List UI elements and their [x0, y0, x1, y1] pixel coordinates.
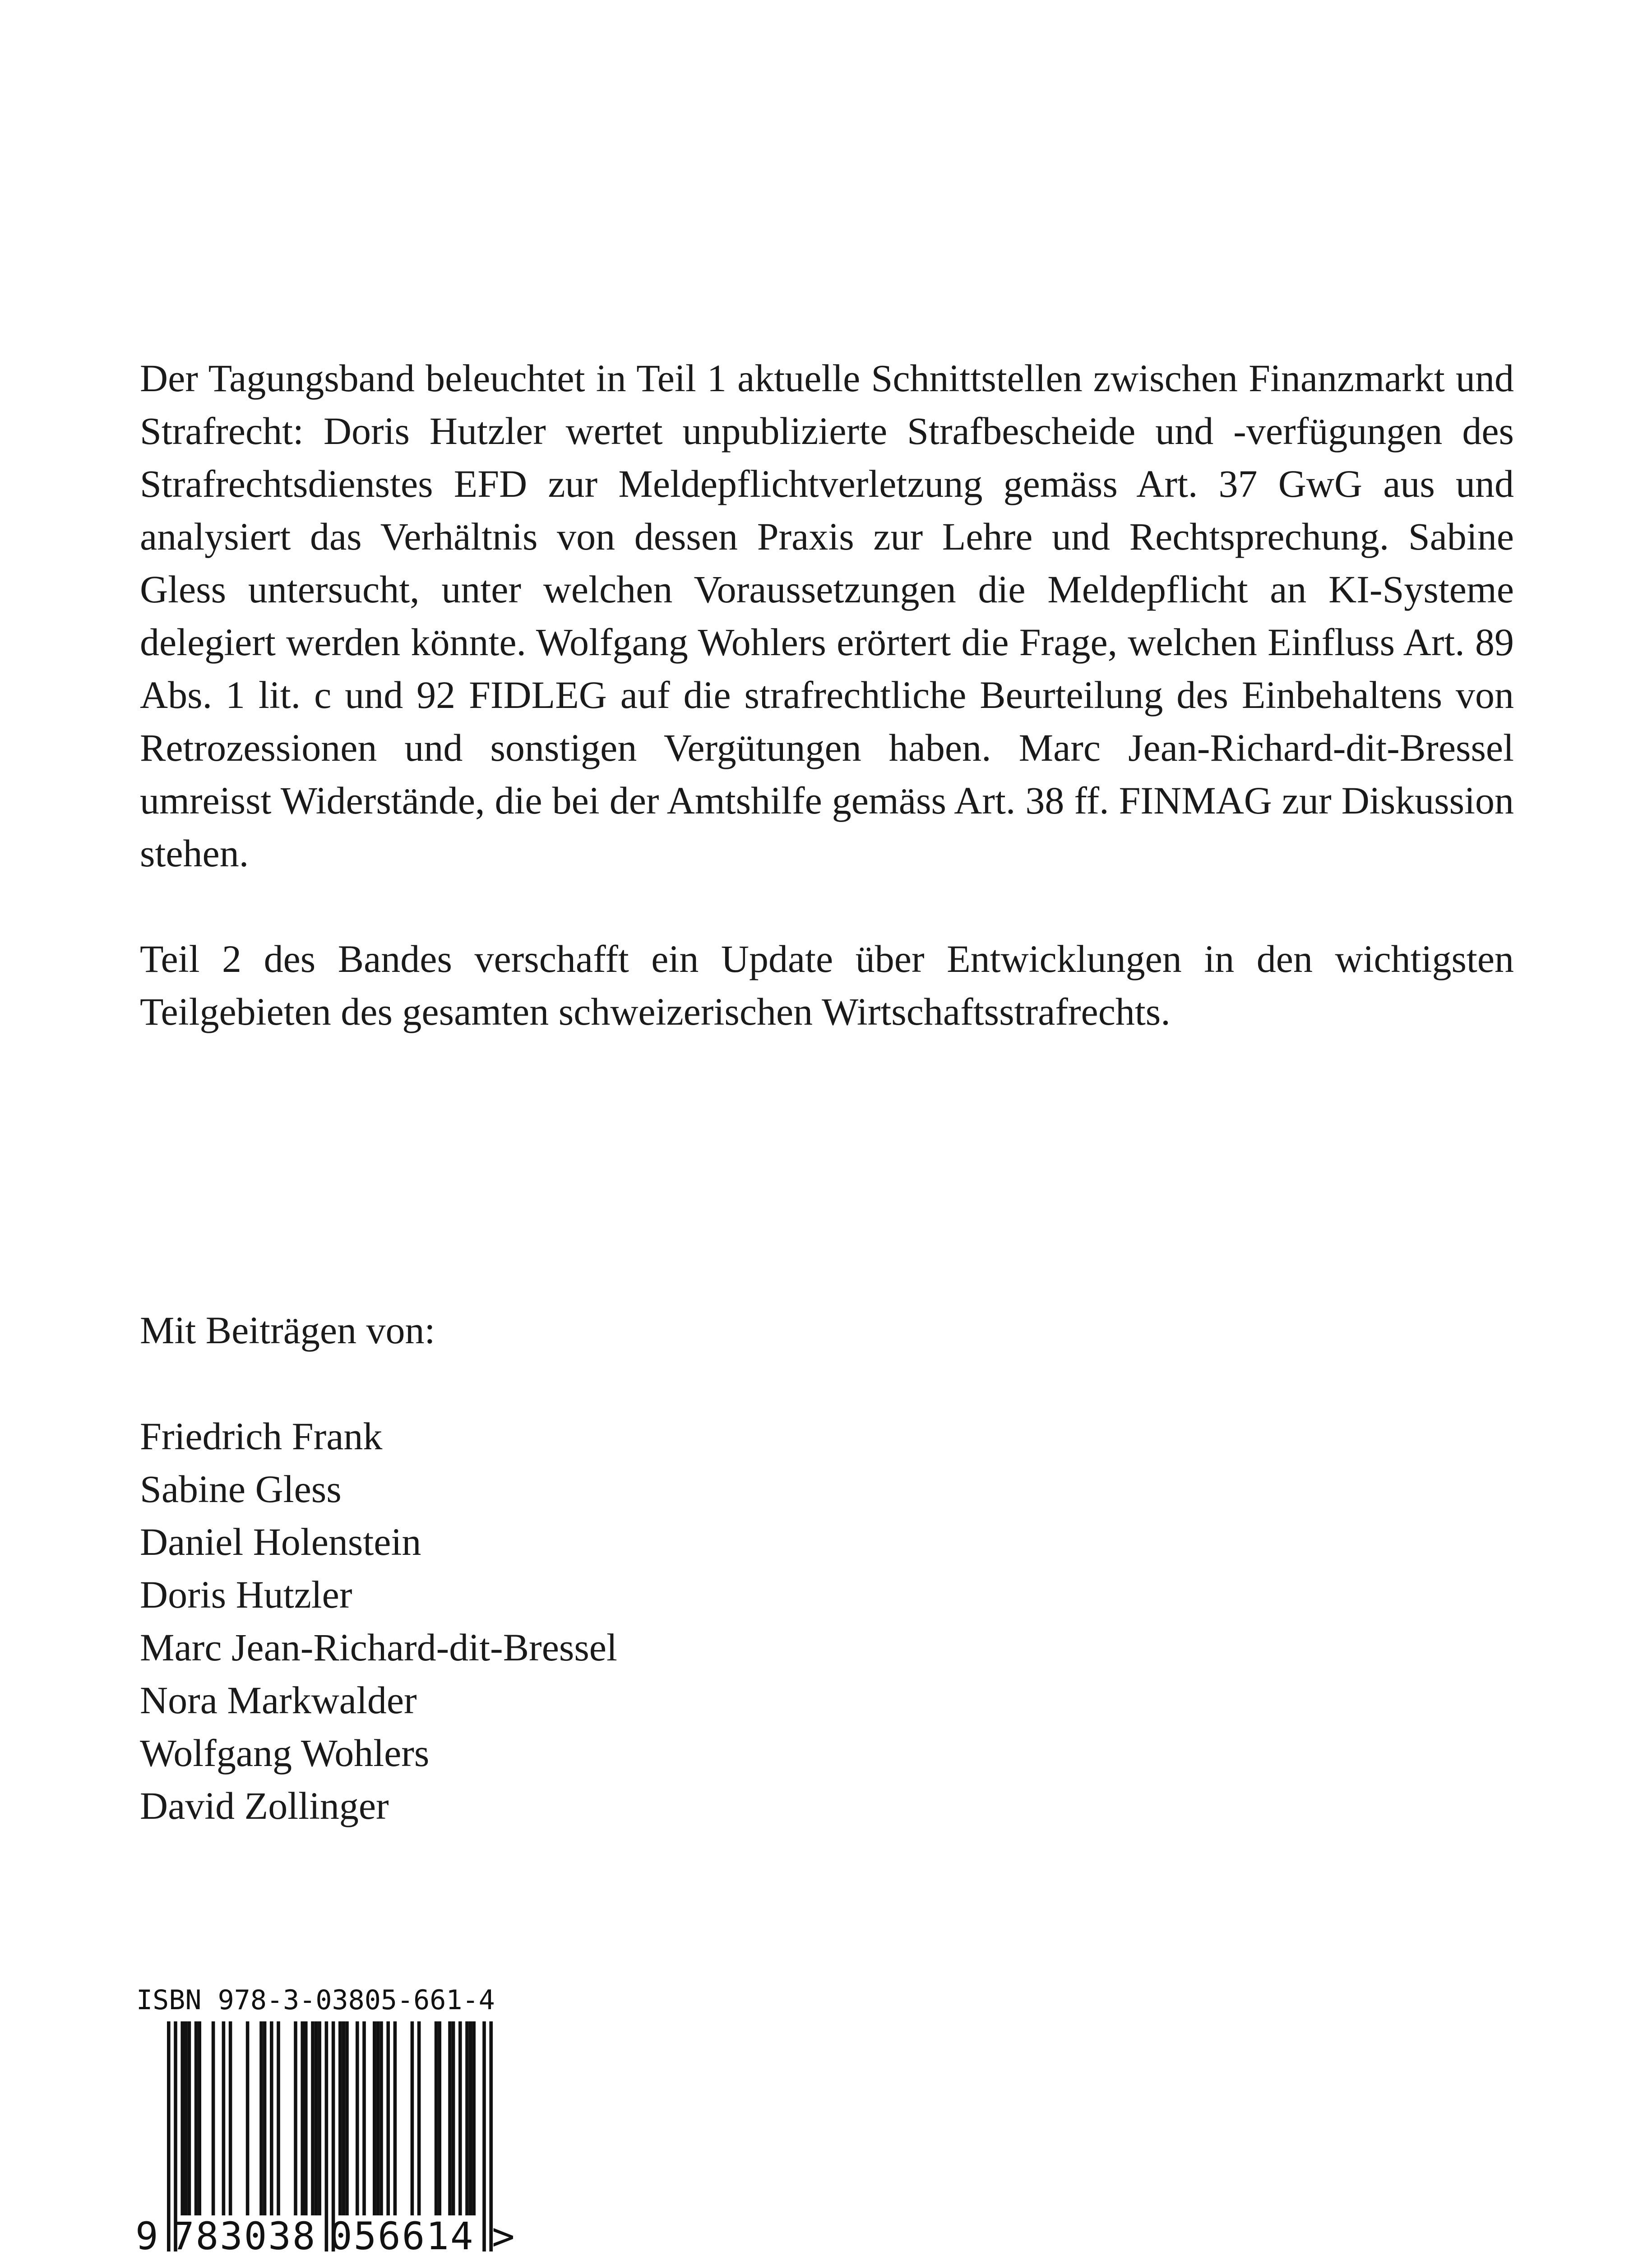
- barcode-bar: [362, 2021, 366, 2215]
- barcode-bar: [465, 2021, 469, 2215]
- isbn-label: ISBN 978-3-03805-661-4: [136, 1984, 495, 2016]
- barcode-bar: [373, 2021, 376, 2215]
- paragraph-spacer: [140, 880, 1514, 933]
- contributor-name: Nora Markwalder: [140, 1678, 417, 1722]
- barcode-bar: [294, 2021, 297, 2215]
- barcode-bar: [198, 2021, 201, 2215]
- barcode-bar: [386, 2021, 390, 2215]
- barcode-bar: [270, 2021, 273, 2215]
- blurb-paragraph-2: Teil 2 des Bandes verschafft ein Update über Entwicklungen in den wichtigsten Teilgebieten des gesamten schweizerischen Wirtschaftsstrafrechts.: [140, 937, 1514, 1033]
- barcode-bar: [188, 2021, 191, 2215]
- contributor-name: David Zollinger: [140, 1784, 389, 1827]
- barcode-bar: [259, 2021, 263, 2215]
- barcode-bar: [438, 2021, 441, 2215]
- barcode-bar: [315, 2021, 318, 2215]
- barcode-bar: [472, 2021, 476, 2215]
- barcode-bar: [345, 2021, 349, 2215]
- barcode-bar: [301, 2021, 304, 2215]
- barcode-bar: [342, 2021, 346, 2215]
- barcode-bar: [338, 2021, 342, 2215]
- contributors-list: [140, 1410, 617, 1832]
- barcode-bar: [448, 2021, 452, 2215]
- barcode-bar: [417, 2021, 421, 2215]
- contributors-heading: Mit Beiträgen von:: [140, 1308, 435, 1352]
- barcode-bar: [318, 2021, 321, 2215]
- barcode-bar: [184, 2021, 188, 2215]
- blurb-text: [140, 352, 1514, 1038]
- barcode-bar: [180, 2021, 184, 2215]
- contributor-name: Doris Hutzler: [140, 1573, 352, 1616]
- contributor-name: Daniel Holenstein: [140, 1520, 421, 1563]
- barcode-bar: [376, 2021, 380, 2215]
- barcode-bar: [411, 2021, 414, 2215]
- barcode-bar: [393, 2021, 397, 2215]
- barcode-bar: [277, 2021, 280, 2215]
- barcode-bar: [452, 2021, 455, 2215]
- barcode-bar: [194, 2021, 198, 2215]
- barcode-bar: [458, 2021, 462, 2215]
- blurb-paragraph-1: Der Tagungsband beleuchtet in Teil 1 aktuelle Schnittstellen zwischen Finanzmarkt und Strafrecht: Doris Hutzler wertet unpublizierte Strafbescheide und -verfügungen des Strafrechtsdienstes EFD zur Meldepflichtverletzung gemäss Art. 37 GwG aus und analysiert das Verhältnis von dessen Praxis zur Lehre und Rechtsprechung. Sabine Gless untersucht, unter welchen Voraussetzungen die Meldepflicht an KI-Systeme delegiert werden könnte. Wolfgang Wohlers erörtert die Frage, welchen Einfluss Art. 89 Abs. 1 lit. c und 92 FIDLEG auf die strafrechtliche Beurteilung des Einbehaltens von Retrozessionen und sonstigen Vergütungen haben. Marc Jean-Richard-dit-Bressel umreisst Widerstände, die bei der Amtshilfe gemäss Art. 38 ff. FINMAG zur Diskussion stehen.: [140, 356, 1514, 875]
- barcode-digit-lead: 9: [135, 2214, 158, 2256]
- contributor-name: Sabine Gless: [140, 1467, 342, 1511]
- barcode-digits: [135, 2210, 519, 2256]
- contributor-name: Marc Jean-Richard-dit-Bressel: [140, 1626, 617, 1669]
- barcode-bar: [304, 2021, 308, 2215]
- barcode-bar: [435, 2021, 438, 2215]
- barcode-digits-right: 056614: [329, 2214, 475, 2256]
- barcode-digits-left: 783038: [171, 2214, 317, 2256]
- barcode-bar: [263, 2021, 267, 2215]
- barcode-bar: [469, 2021, 472, 2215]
- barcode-arrow: >: [492, 2214, 515, 2256]
- barcode-bar: [229, 2021, 232, 2215]
- contributor-name: Wolfgang Wohlers: [140, 1731, 430, 1775]
- barcode-bar: [246, 2021, 250, 2215]
- barcode-bar: [222, 2021, 226, 2215]
- barcode-bar: [311, 2021, 315, 2215]
- barcode-bar: [379, 2021, 383, 2215]
- barcode-bar: [212, 2021, 215, 2215]
- contributor-name: Friedrich Frank: [140, 1415, 383, 1458]
- barcode-bar: [356, 2021, 359, 2215]
